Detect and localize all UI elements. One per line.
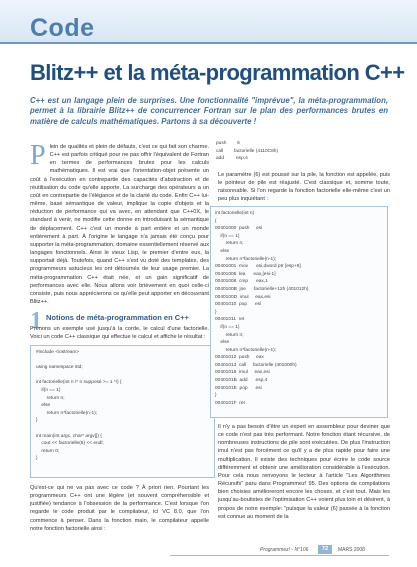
intro-text: lein de qualités et plein de défauts, c'est ce qui fait son charme. C++ est parfois critiqué pour ne pas offrir l'équivalent de Fortran en termes de performances brutes pour les calculs mathématiques. Il est vrai que l'orientation-objet présente un coût à l'exécution en contrepartie des capacités d'abstraction et de réutilisation du code qu'elle apporte. La surcharge des opérateurs a un coût en contrepartie de l'élégance et de la clarté du code. Enfin C++ lui-même, basé sémantique de valeur, implique la copie d'objets et la réduction de performance qui va avec, en attendant que C++0X, le standard à venir, ne modifie cette donne en introduisant la sémantique de déplacement. C++ c'est un monde à part entière et un monde entièrement à part. À l'origine le langage n'a jamais été conçu pour supporter la méta-programmation, domaine essentiellement réservé aux langages fonctionnels. Ainsi le vieux Lisp, le premier d'entre eux, la supportait déjà. Toutefois, quand C++ s'est vu doté des templates, des programmeurs astucieux les ont détournés de leur usage premier. La méta-programmation C++ était née, et un gain significatif de performances avec elle. Nous allons voir brièvement en quoi celle-ci consiste, puis nous apprécierons ce qu'elle peut apporter en découvrant Blitz++. bbox=[30, 144, 209, 305]
section-title: Notions de méta-programmation en C++ bbox=[46, 313, 189, 322]
code-line: } bbox=[36, 456, 38, 462]
code-line: else bbox=[215, 340, 230, 346]
drop-cap: P bbox=[30, 140, 46, 171]
code-listing-call bbox=[210, 140, 396, 164]
section-intro: Prenons un exemple usé jusqu'à la corde, le calcul d'une factorielle. Voici un code C++ classique qui effectue le calcul et affiche le résultat : bbox=[30, 326, 209, 340]
paragraph-right-top: Le paramètre (6) est poussé sur la pile, la fonction est appelée, puis le pointeur de pile est réajusté. C'est classique et, somme toute, raisonnable. Si l'on regarde la fonction factorielle elle-même c'est un peu plus inquiétant : bbox=[218, 172, 390, 203]
footer-rule bbox=[170, 555, 389, 556]
code-line: int main(int argc, char* argv[]) { bbox=[36, 433, 102, 439]
paragraph-after-code: Qu'est-ce qui ne va pas avec ce code ? À priori rien. Pourtant les programmeurs C++ ont une légère (et souvent compréhensible et justifiée) tendance à l'obsession de la performance. C'est lorsque l'on regarde le code produit par le compilateur, ici VC 8.0, que l'on commence à penser. Dans la fonction main, le compilateur appelle notre fonction factorielle ainsi : bbox=[30, 485, 209, 532]
code-line: else bbox=[215, 248, 230, 254]
code-line: 0040101E pop esi bbox=[215, 385, 262, 391]
code-line: 00401013 call factorielle (401000h) bbox=[215, 362, 297, 368]
paragraph-right-bottom: Il n'y a pas besoin d'être un expert en assembleur pour deviner que ce code n'est pas très performant. Notre fonction étant récursive, de nombreuses instructions de pile sont exécutées. De plus l'instruction imul n'est pas forcément ce qu'il y a de plus rapide pour faire une multiplication. Il existe des techniques pour écrire le code source différemment et obtenir une amélioration considérable à l'exécution. Pour cela nous renvoyons le lecteur à l'article "Les Algorithmes Récursifs" paru dans Programmez! 95. Des options de compilations bien choisies amélioreront encore les choses, et c'est tout. Mais les jusqu'au-boutistes de l'optimisation C++ voient plus loin et désirent, à propos de notre exemple: "puisque la valeur (6) passée à la fonction est connue au moment de la bbox=[218, 424, 390, 520]
code-line: 00401005 lea eax,[esi-1] bbox=[215, 271, 276, 277]
code-line: if(n == 1) bbox=[215, 233, 240, 239]
code-listing-assembly bbox=[210, 206, 388, 418]
code-line: 0040101F ret bbox=[215, 400, 245, 406]
code-line: cout << factorielle(6) << endl; bbox=[36, 441, 104, 447]
code-line: } bbox=[215, 309, 217, 315]
code-line: return n; bbox=[215, 332, 244, 338]
code-line: return 0; bbox=[36, 448, 60, 454]
code-line: 0040100D imul eax,esi bbox=[215, 294, 271, 300]
code-line: { bbox=[215, 218, 217, 224]
code-line: return n*factorielle(n-1); bbox=[215, 256, 277, 262]
code-line: using namespace std; bbox=[36, 365, 83, 371]
code-line bbox=[36, 425, 214, 433]
code-line: else bbox=[36, 403, 51, 409]
code-line: 00401011 ret bbox=[215, 317, 245, 323]
code-line: 00401012 push eax bbox=[215, 355, 264, 361]
page-number: 72 bbox=[318, 545, 332, 554]
code-line: #include <iostream> bbox=[36, 350, 80, 355]
section-tag: Code bbox=[30, 14, 95, 42]
code-line: int factorielle(int n /* n supposé >= 1 */) { bbox=[36, 380, 122, 386]
code-line: int factorielle(int n) bbox=[215, 211, 255, 216]
code-line: if(n == 1) bbox=[215, 324, 240, 330]
code-line: return n*factorielle(n-1); bbox=[36, 410, 98, 416]
header-rule bbox=[0, 42, 417, 44]
code-line: } bbox=[36, 418, 38, 424]
code-line: 0040100B jne factorielle+12h (401012h) bbox=[215, 286, 309, 292]
code-line: 00401018 imul eax,esi bbox=[215, 370, 270, 376]
code-line bbox=[36, 372, 214, 380]
article-lead: C++ est un langage plein de surprises. Une fonctionnalité "imprévue", la méta-programmation, permet à la librairie Blitz++ de concurrencer Fortran sur le plan des performances brutes en matière de calculs mathématiques. Partons à sa découverte ! bbox=[30, 96, 388, 126]
footer-date: MARS 2008 bbox=[338, 547, 365, 553]
code-line: } bbox=[215, 393, 217, 399]
code-line: 00401001 mov esi,dword ptr [esp+8] bbox=[215, 264, 301, 270]
code-line: return n; bbox=[36, 395, 65, 401]
code-line: 00401010 pop esi bbox=[215, 302, 262, 308]
code-line: 00401000 push esi bbox=[215, 226, 263, 232]
code-line: if(n == 1) bbox=[36, 387, 61, 393]
code-line bbox=[36, 357, 214, 365]
code-line: call factorielle (4110C8h) bbox=[216, 148, 279, 154]
intro-paragraph bbox=[30, 140, 209, 306]
section-number: 1 bbox=[30, 308, 42, 334]
code-line: 00401008 cmp eax,1 bbox=[215, 279, 268, 285]
footer-magazine: Programmez! - N°106 bbox=[260, 547, 309, 553]
code-line: return n*factorielle(n-1); bbox=[215, 347, 277, 353]
code-line: add esp,4 bbox=[216, 156, 248, 162]
article-title: Blitz++ et la méta-programmation C++ bbox=[30, 60, 405, 85]
code-line: push 6 bbox=[216, 141, 240, 146]
code-line: return n; bbox=[215, 241, 244, 247]
code-line: 0040101B add esp,4 bbox=[215, 378, 268, 384]
code-listing-factorial bbox=[30, 345, 215, 478]
